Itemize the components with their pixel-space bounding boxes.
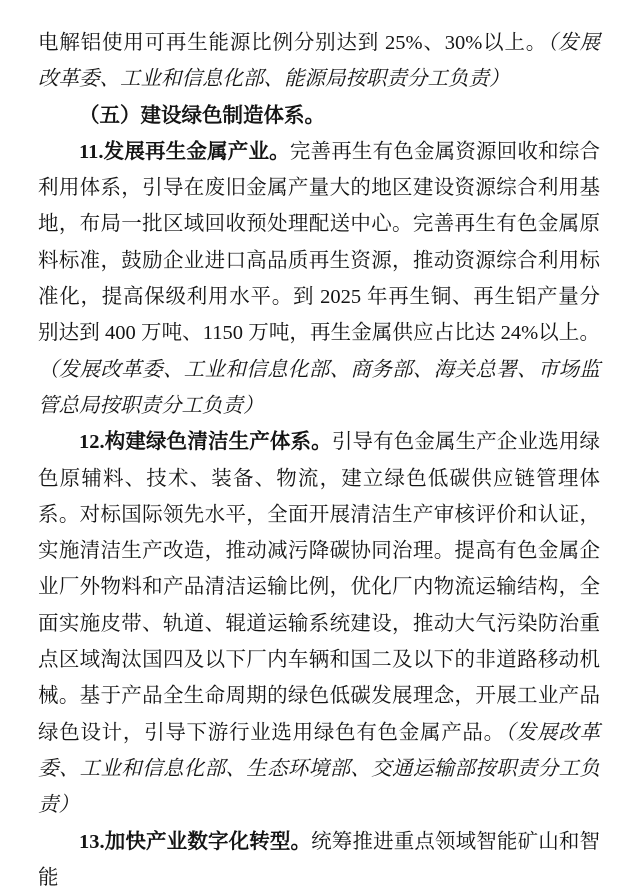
item-heading-run: 12.构建绿色清洁生产体系。: [79, 431, 332, 454]
section-heading-5: [38, 98, 600, 134]
paragraph-item-13: [38, 824, 600, 896]
paragraph-item-12: [38, 424, 600, 823]
paragraph-continuation: [38, 25, 600, 98]
body-text-run: 引导有色金属生产企业选用绿色原辅料、技术、装备、物流，建立绿色低碳供应链管理体系。对标国际领先水平，全面开展清洁生产审核评价和认证，实施清洁生产改造，推动减污降碳协同治理。提高有色金属企业厂外物料和产品清洁运输比例，优化厂内物流运输结构，全面实施皮带、轨道、辊道运输系统建设，推动大气污染防治重点区域淘汰国四及以下厂内车辆和国二及以下的非道路移动机械。基于产品全生命周期的绿色低碳发展理念，开展工业产品绿色设计，引导下游行业选用绿色有色金属产品。: [38, 431, 600, 744]
body-text-run: 统筹推进重点领域智能矿山和智能: [38, 830, 600, 889]
department-note-run: （发展改革委、工业和信息化部、生态环境部、交通运输部按职责分工负责）: [38, 721, 601, 817]
department-note-run: （发展改革委、工业和信息化部、商务部、海关总署、市场监管总局按职责分工负责）: [38, 358, 600, 417]
item-heading-run: 13.加快产业数字化转型。: [79, 830, 312, 853]
body-text-run: 电解铝使用可再生能源比例分别达到 25%、30%以上。: [38, 32, 548, 54]
paragraph-item-11: [38, 134, 600, 424]
department-note-run: （发展改革委、工业和信息化部、能源局按职责分工负责）: [38, 32, 600, 91]
section-heading-run: （五）建设绿色制造体系。: [79, 104, 325, 127]
body-text-run: 完善再生有色金属资源回收和综合利用体系，引导在废旧金属产量大的地区建设资源综合利用基地，布局一批区域回收预处理配送中心。完善再生有色金属原料标准，鼓励企业进口高品质再生资源，推动资源综合利用标准化，提高保级利用水平。到 2025 年再生铜、再生铝产量分别达到 400 万吨、1150 万吨，再生金属供应占比达 24%以上。: [38, 140, 600, 345]
item-heading-run: 11.发展再生金属产业。: [79, 140, 290, 163]
